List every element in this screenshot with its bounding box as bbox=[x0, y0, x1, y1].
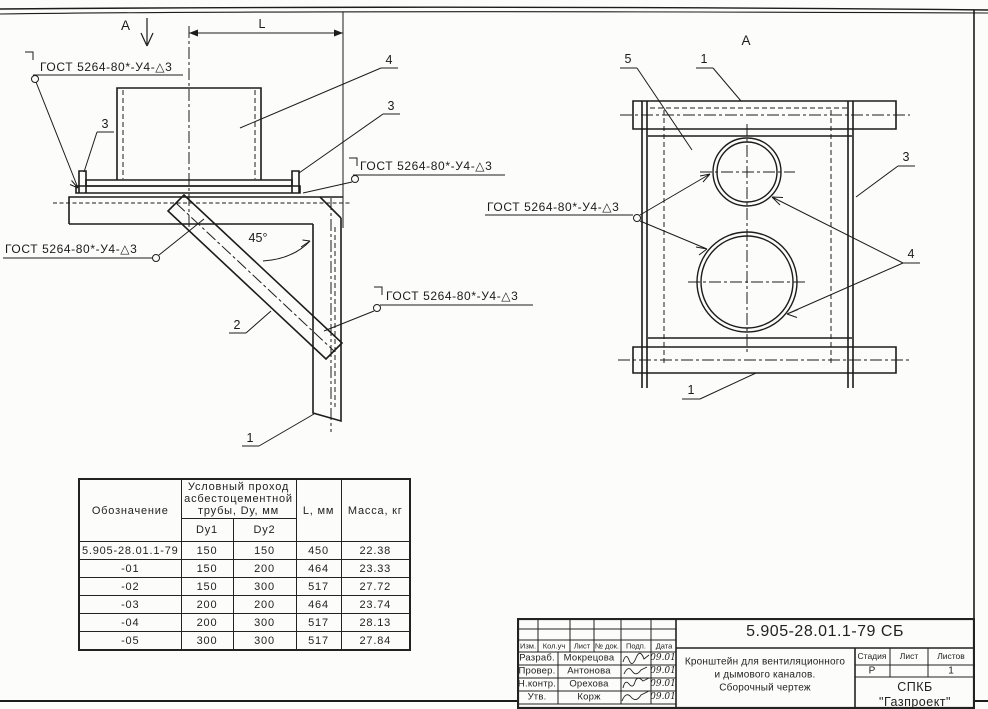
spec-cell: -03 bbox=[79, 596, 181, 614]
spec-cell: 464 bbox=[296, 560, 341, 578]
callout-1-top: 1 bbox=[700, 52, 708, 66]
spec-cell: 300 bbox=[233, 614, 296, 632]
spec-cell: 23.33 bbox=[341, 560, 410, 578]
spec-cell: -02 bbox=[79, 578, 181, 596]
spec-cell: 150 bbox=[181, 578, 233, 596]
weld-spec-label-5: ГОСТ 5264-80*-У4-△3 bbox=[487, 200, 620, 214]
tb-title-line-1: Кронштейн для вентиляционного bbox=[684, 656, 846, 668]
tb-stage-value: Р bbox=[868, 665, 876, 677]
spec-header-designation: Обозначение bbox=[79, 479, 181, 542]
tb-date-0: 09.01 bbox=[650, 653, 676, 663]
tb-name-3: Корж bbox=[577, 691, 601, 703]
callout-4-top: 4 bbox=[907, 247, 915, 261]
tb-stage-label: Стадия bbox=[857, 651, 887, 661]
view-direction-arrow bbox=[141, 18, 153, 46]
view-arrow-label: А bbox=[121, 18, 131, 33]
tb-col-koluch: Кол.уч bbox=[542, 641, 566, 651]
callout-3-side-right: 3 bbox=[387, 99, 395, 113]
callout-1-top-bottom: 1 bbox=[687, 383, 695, 397]
callout-5-top: 5 bbox=[624, 52, 632, 66]
tb-col-data: Дата bbox=[655, 641, 673, 651]
spec-cell: 464 bbox=[296, 596, 341, 614]
spec-cell: 517 bbox=[296, 578, 341, 596]
tb-col-podp: Подп. bbox=[626, 641, 646, 651]
spec-cell: -05 bbox=[79, 632, 181, 651]
tb-name-1: Антонова bbox=[567, 665, 611, 677]
spec-cell: 300 bbox=[233, 578, 296, 596]
callout-3-side-left: 3 bbox=[101, 117, 109, 131]
dim-l-label: L bbox=[258, 17, 266, 31]
tb-date-1: 09.01 bbox=[650, 666, 676, 676]
tb-sheets-label: Листов bbox=[937, 651, 965, 661]
title-block bbox=[517, 618, 975, 709]
spec-cell: 200 bbox=[181, 596, 233, 614]
spec-cell: 200 bbox=[181, 614, 233, 632]
side-view bbox=[3, 12, 533, 446]
spec-header-l: L, мм bbox=[296, 479, 341, 542]
spec-table-wrap bbox=[78, 478, 411, 651]
spec-cell: -01 bbox=[79, 560, 181, 578]
spec-cell: 200 bbox=[233, 596, 296, 614]
tb-date-2: 09.01 bbox=[650, 679, 676, 689]
spec-header-dy2: Dу2 bbox=[233, 519, 296, 542]
tb-org-line-2: "Газпроект" bbox=[879, 695, 951, 709]
angle-label: 45° bbox=[248, 231, 268, 245]
spec-cell: 5.905-28.01.1-79 bbox=[79, 542, 181, 560]
spec-cell: 150 bbox=[181, 542, 233, 560]
tb-title-line-3: Сборочный чертеж bbox=[719, 682, 811, 694]
tb-org-line-1: СПКБ bbox=[897, 680, 933, 694]
weld-spec-label-1: ГОСТ 5264-80*-У4-△3 bbox=[40, 60, 173, 74]
view-a-title: А bbox=[741, 33, 751, 48]
tb-sheet-label: Лист bbox=[899, 651, 919, 661]
spec-cell: 27.72 bbox=[341, 578, 410, 596]
tb-col-list: Лист bbox=[573, 641, 591, 651]
spec-cell: 23.74 bbox=[341, 596, 410, 614]
weld-spec-label-4: ГОСТ 5264-80*-У4-△3 bbox=[386, 289, 519, 303]
tb-title-line-2: и дымового каналов. bbox=[714, 669, 816, 681]
spec-cell: 150 bbox=[181, 560, 233, 578]
callout-2-side: 2 bbox=[233, 318, 241, 332]
spec-cell: 27.84 bbox=[341, 632, 410, 651]
spec-cell: 28.13 bbox=[341, 614, 410, 632]
signature-strokes bbox=[622, 653, 649, 701]
spec-cell: 517 bbox=[296, 632, 341, 651]
tb-role-0: Разраб. bbox=[519, 652, 555, 664]
callout-4-side: 4 bbox=[385, 53, 393, 67]
tb-col-izm: Изм. bbox=[519, 641, 537, 651]
callout-1-side: 1 bbox=[246, 431, 254, 445]
spec-cell: 450 bbox=[296, 542, 341, 560]
spec-cell: -04 bbox=[79, 614, 181, 632]
spec-cell: 200 bbox=[233, 560, 296, 578]
spec-cell: 517 bbox=[296, 614, 341, 632]
tb-role-1: Провер. bbox=[518, 665, 556, 677]
spec-cell: 22.38 bbox=[341, 542, 410, 560]
tb-name-0: Мокрецова bbox=[563, 652, 615, 664]
top-view bbox=[485, 33, 920, 399]
callout-3-top: 3 bbox=[902, 150, 910, 164]
spec-table bbox=[78, 478, 411, 651]
tb-date-3: 09.01 bbox=[650, 692, 676, 702]
spec-header-pass: Условный проход асбестоцементной трубы, Dу, мм bbox=[181, 479, 296, 519]
spec-cell: 150 bbox=[233, 542, 296, 560]
tb-role-3: Утв. bbox=[527, 691, 547, 703]
spec-cell: 300 bbox=[181, 632, 233, 651]
tb-role-2: Н.контр. bbox=[517, 678, 557, 690]
spec-cell: 300 bbox=[233, 632, 296, 651]
tb-col-ndok: № док. bbox=[594, 641, 620, 651]
tb-sheets-value: 1 bbox=[948, 665, 954, 677]
tb-doc-number: 5.905-28.01.1-79 СБ bbox=[746, 623, 904, 640]
tb-name-2: Орехова bbox=[569, 678, 609, 690]
spec-header-mass: Масса, кг bbox=[341, 479, 410, 542]
weld-spec-label-2: ГОСТ 5264-80*-У4-△3 bbox=[360, 159, 493, 173]
weld-spec-label-3: ГОСТ 5264-80*-У4-△3 bbox=[5, 242, 138, 256]
spec-header-dy1: Dу1 bbox=[181, 519, 233, 542]
